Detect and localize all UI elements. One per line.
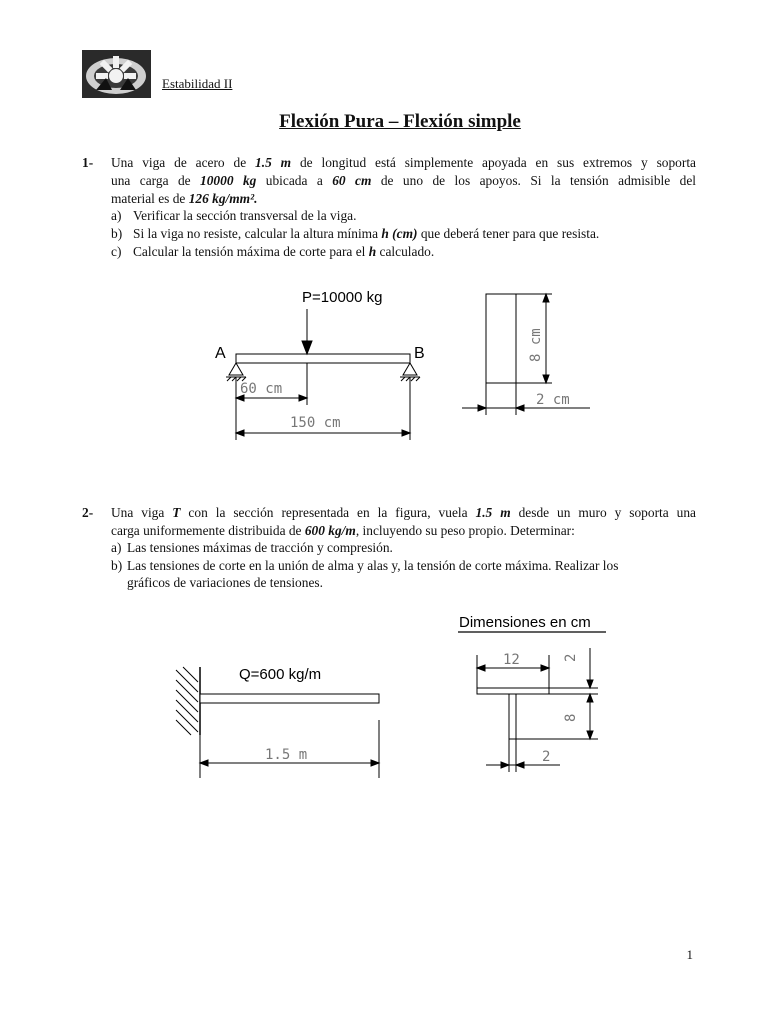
problem-2-item-b: b) Las tensiones de corte en la unión de alma y alas y, la tensión de corte máxima. Realizar los xyxy=(111,558,619,573)
section-width-label: 2 cm xyxy=(536,392,570,408)
support-b-label: B xyxy=(414,345,425,362)
flange-width-label: 12 xyxy=(503,652,520,668)
problem-2-number: 2- xyxy=(82,505,94,520)
dim-60-label: 60 cm xyxy=(240,381,283,397)
t-section xyxy=(477,688,549,739)
section-height-label: 8 cm xyxy=(528,328,544,362)
problem-2-item-b-continuation: gráficos de variaciones de tensiones. xyxy=(127,575,323,590)
cantilever-length-label: 1.5 m xyxy=(265,747,308,763)
problem-1-line-1: Una viga de acero de 1.5 m de longitud está simplemente apoyada en sus extremos y soporta xyxy=(111,155,696,170)
problem-1-line-2: una carga de 10000 kg ubicada a 60 cm de uno de los apoyos. Si la tensión admisible del xyxy=(111,173,696,188)
page-title: Flexión Pura – Flexión simple xyxy=(279,111,521,132)
course-name: Estabilidad II xyxy=(162,76,233,91)
problem-1-line-3: material es de 126 kg/mm². xyxy=(111,191,258,206)
problem-1-number: 1- xyxy=(82,155,94,170)
problem-2-line-2: carga uniformemente distribuida de 600 kg/m, incluyendo su peso propio. Determinar: xyxy=(111,523,575,538)
problem-2-line-1: Una viga T con la sección representada en la figura, vuela 1.5 m desde un muro y soporta una xyxy=(111,505,696,520)
problem-1-item-b: b) Si la viga no resiste, calcular la altura mínima h (cm) que deberá tener para que resista. xyxy=(111,226,600,241)
load-label: P=10000 kg xyxy=(302,289,383,306)
problem-2-item-a: a) Las tensiones máximas de tracción y compresión. xyxy=(111,540,393,555)
page-number: 1 xyxy=(686,947,693,962)
distributed-load-label: Q=600 kg/m xyxy=(239,666,322,683)
web-height-label: 8 xyxy=(563,713,579,722)
wall-hatch-icon xyxy=(176,667,200,735)
support-a-label: A xyxy=(215,345,226,362)
web-thickness-label: 2 xyxy=(542,749,551,765)
cantilever-beam xyxy=(200,694,379,703)
dimensions-title: Dimensiones en cm xyxy=(459,614,591,631)
flange-thickness-label: 2 xyxy=(563,653,579,662)
problem-1-item-c: c) Calcular la tensión máxima de corte para el h calculado. xyxy=(111,244,435,259)
problem-1-item-a: a) Verificar la sección transversal de la viga. xyxy=(111,208,357,223)
dim-150-label: 150 cm xyxy=(290,415,341,431)
